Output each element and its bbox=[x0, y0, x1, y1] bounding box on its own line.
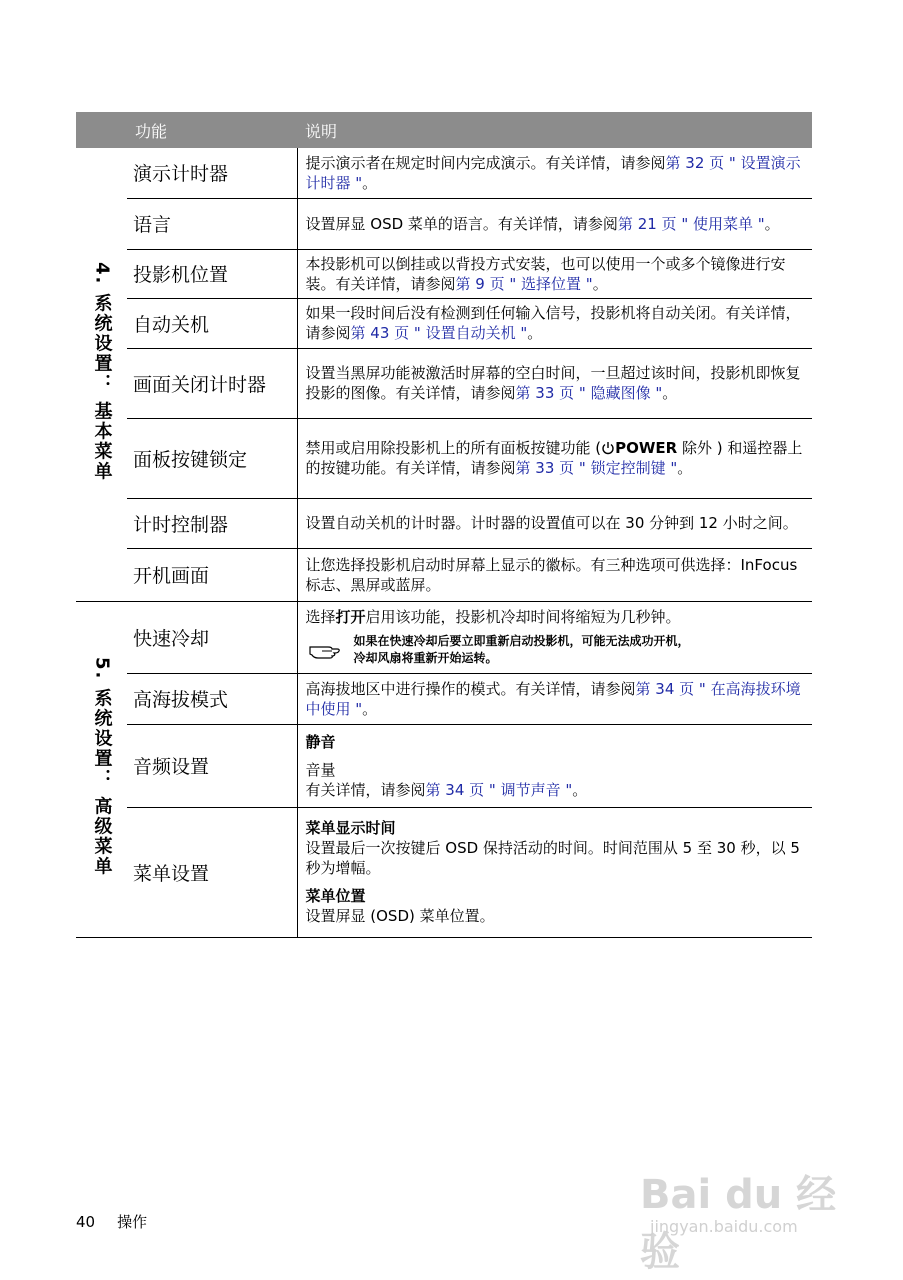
page-link[interactable]: 第 34 页 " 调节声音 " bbox=[425, 780, 573, 799]
function-description: 菜单显示时间 设置最后一次按键后 OSD 保持活动的时间。时间范围从 5 至 30 秒，以 5 秒为增幅。 菜单位置 设置屏显 (OSD) 菜单位置。 bbox=[297, 807, 812, 937]
function-name: 自动关机 bbox=[127, 298, 297, 348]
page-link[interactable]: 第 32 页 " 设置演示计时器 " bbox=[305, 153, 801, 192]
table-row bbox=[76, 198, 812, 249]
function-name: 画面关闭计时器 bbox=[127, 348, 297, 418]
function-description: 禁用或启用除投影机上的所有面板按键功能 ( POWER 除外 ) 和遥控器上的按键功能。有关详情，请参阅第 33 页 " 锁定控制键 "。 bbox=[297, 418, 812, 498]
table-row bbox=[76, 348, 812, 418]
table-row bbox=[76, 548, 812, 601]
page-number: 40 bbox=[76, 1213, 96, 1231]
function-name: 面板按键锁定 bbox=[127, 418, 297, 498]
table-header-row bbox=[76, 112, 812, 148]
function-description: 静音 音量 有关详情，请参阅第 34 页 " 调节声音 "。 bbox=[297, 724, 812, 807]
function-description: 设置屏显 OSD 菜单的语言。有关详情，请参阅第 21 页 " 使用菜单 "。 bbox=[297, 198, 812, 249]
page-link[interactable]: 第 33 页 " 锁定控制键 " bbox=[515, 459, 678, 477]
function-name: 演示计时器 bbox=[127, 148, 297, 198]
function-description: 本投影机可以倒挂或以背投方式安装，也可以使用一个或多个镜像进行安装。有关详情，请参阅第 9 页 " 选择位置 "。 bbox=[297, 249, 812, 298]
page-link[interactable]: 第 33 页 " 隐藏图像 " bbox=[515, 384, 663, 402]
page-link[interactable]: 第 9 页 " 选择位置 " bbox=[455, 274, 593, 293]
table-row bbox=[76, 673, 812, 724]
function-name: 快速冷却 bbox=[127, 601, 297, 673]
section-advanced-menu: 5. 系统设置： 高级菜单 bbox=[76, 601, 127, 937]
function-name: 计时控制器 bbox=[127, 498, 297, 548]
function-name: 投影机位置 bbox=[127, 249, 297, 298]
function-name: 音频设置 bbox=[127, 724, 297, 807]
function-description: 设置自动关机的计时器。计时器的设置值可以在 30 分钟到 12 小时之间。 bbox=[297, 498, 812, 548]
pointing-hand-icon bbox=[308, 639, 342, 661]
watermark-logo: Bai du 经验 bbox=[640, 1172, 837, 1275]
power-icon bbox=[601, 441, 615, 455]
table-row bbox=[76, 418, 812, 498]
table-row bbox=[76, 249, 812, 298]
table-row bbox=[76, 498, 812, 548]
function-description: 如果一段时间后没有检测到任何输入信号，投影机将自动关闭。有关详情，请参阅第 43 页 " 设置自动关机 "。 bbox=[297, 298, 812, 348]
function-description: 设置当黑屏功能被激活时屏幕的空白时间，一旦超过该时间，投影机即恢复投影的图像。有关详情，请参阅第 33 页 " 隐藏图像 "。 bbox=[297, 348, 812, 418]
footer-section: 操作 bbox=[117, 1213, 148, 1231]
header-description: 说明 bbox=[297, 112, 812, 148]
table-row bbox=[76, 298, 812, 348]
page-link[interactable]: 第 43 页 " 设置自动关机 " bbox=[350, 324, 528, 342]
section-basic-menu: 4. 系统设置： 基本菜单 bbox=[76, 148, 127, 601]
watermark-url: jingyan.baidu.com bbox=[650, 1217, 798, 1236]
table-row bbox=[76, 724, 812, 807]
table-row bbox=[76, 807, 812, 937]
header-blank bbox=[76, 112, 127, 148]
function-name: 语言 bbox=[127, 198, 297, 249]
page-footer bbox=[76, 1211, 169, 1232]
watermark bbox=[640, 1145, 860, 1275]
function-description: 选择打开启用该功能，投影机冷却时间将缩短为几秒钟。 如果在快速冷却后要立即重新启动投影机，可能无法成功开机， 冷却风扇将重新开始运转。 bbox=[297, 601, 812, 673]
page-link[interactable]: 第 34 页 " 在高海拔环境中使用 " bbox=[305, 679, 801, 718]
function-name: 开机画面 bbox=[127, 548, 297, 601]
settings-table bbox=[76, 112, 812, 938]
header-function: 功能 bbox=[127, 112, 297, 148]
function-name: 高海拔模式 bbox=[127, 673, 297, 724]
table-row bbox=[76, 148, 812, 198]
page-link[interactable]: 第 21 页 " 使用菜单 " bbox=[617, 214, 765, 233]
function-description: 提示演示者在规定时间内完成演示。有关详情，请参阅第 32 页 " 设置演示计时器 "。 bbox=[297, 148, 812, 198]
note: 如果在快速冷却后要立即重新启动投影机，可能无法成功开机， 冷却风扇将重新开始运转。 bbox=[306, 633, 807, 667]
function-description: 让您选择投影机启动时屏幕上显示的徽标。有三种选项可供选择：InFocus 标志、黑屏或蓝屏。 bbox=[297, 548, 812, 601]
function-description: 高海拔地区中进行操作的模式。有关详情，请参阅第 34 页 " 在高海拔环境中使用 "。 bbox=[297, 673, 812, 724]
table-row bbox=[76, 601, 812, 673]
function-name: 菜单设置 bbox=[127, 807, 297, 937]
